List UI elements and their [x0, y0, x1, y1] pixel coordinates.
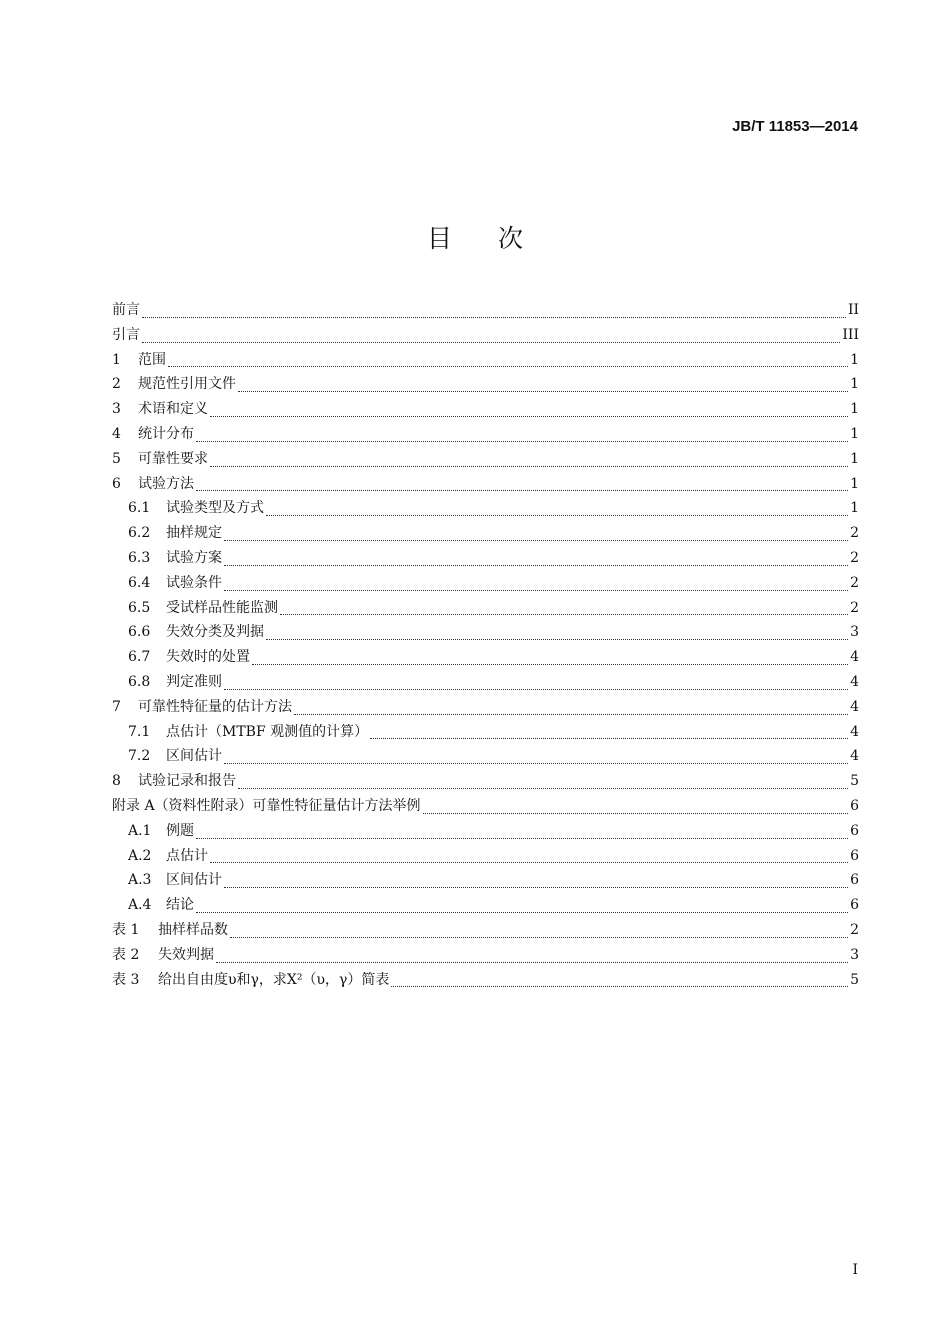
dot-leader	[280, 604, 848, 615]
toc-entry-label: 抽样规定	[166, 525, 222, 542]
toc-entry-page: 1	[850, 376, 859, 393]
page-title: 目次	[426, 224, 569, 253]
toc-entry-number: 6.2	[128, 525, 151, 542]
toc-entry-page: 6	[850, 872, 859, 889]
dot-leader	[224, 580, 848, 591]
toc-entry-label: 规范性引用文件	[138, 376, 236, 393]
dot-leader	[391, 976, 848, 987]
dot-leader	[423, 803, 849, 814]
document-code: JB/T 11853—2014	[732, 118, 858, 135]
toc-entry[interactable]	[112, 521, 859, 546]
dot-leader	[216, 952, 848, 963]
toc-entry-number: 6.4	[128, 574, 151, 591]
toc-entry-page: 6	[850, 897, 859, 914]
toc-entry-number: 6.3	[128, 549, 151, 566]
dot-leader	[210, 406, 848, 417]
toc-entry-number: A.1	[128, 822, 152, 839]
toc-entry[interactable]	[112, 819, 859, 844]
toc-entry[interactable]	[112, 645, 859, 670]
toc-entry-label: 可靠性要求	[138, 450, 208, 467]
toc-entry-label: 例题	[166, 822, 194, 839]
toc-entry-number: 表 1	[112, 921, 140, 938]
dot-leader	[294, 704, 848, 715]
toc-entry-number: 2	[112, 376, 121, 393]
toc-entry-label: 给出自由度υ和γ，求X²（υ，γ）简表	[158, 971, 390, 988]
toc-entry[interactable]	[112, 670, 859, 695]
toc-entry-label: 失效分类及判据	[166, 624, 264, 641]
dot-leader	[238, 778, 848, 789]
toc-entry-page: 4	[850, 748, 859, 765]
toc-entry-number: 6.6	[128, 624, 151, 641]
toc-entry[interactable]	[112, 868, 859, 893]
toc-entry-page: 2	[850, 599, 859, 616]
toc-entry-label: 引言	[112, 326, 140, 343]
toc-entry-page: 1	[850, 475, 859, 492]
toc-entry[interactable]	[112, 323, 859, 348]
toc-entry-page: 4	[850, 698, 859, 715]
toc-entry-page: 5	[850, 773, 859, 790]
toc-entry-number: 表 3	[112, 971, 140, 988]
dot-leader	[224, 679, 848, 690]
toc-entry-label: 抽样样品数	[158, 921, 228, 938]
toc-entry-page: 6	[850, 797, 859, 814]
toc-entry[interactable]	[112, 496, 859, 521]
toc-entry-page: 4	[850, 673, 859, 690]
toc-entry-page: II	[847, 302, 859, 318]
toc-entry[interactable]	[112, 918, 859, 943]
toc-entry[interactable]	[112, 844, 859, 869]
dot-leader	[224, 877, 848, 888]
toc-entry-page: 1	[850, 401, 859, 418]
toc-entry-page: 2	[850, 525, 859, 542]
toc-entry[interactable]	[112, 794, 859, 819]
dot-leader	[230, 927, 848, 938]
dot-leader	[196, 902, 848, 913]
dot-leader	[224, 530, 848, 541]
toc-entry[interactable]	[112, 571, 859, 596]
toc-entry-label: 可靠性特征量的估计方法	[138, 698, 292, 715]
toc-entry-label: 失效判据	[158, 946, 214, 963]
toc-entry[interactable]	[112, 596, 859, 621]
toc-entry-label: 失效时的处置	[166, 649, 250, 666]
toc-entry[interactable]	[112, 968, 859, 993]
toc-entry-number: A.2	[128, 847, 152, 864]
toc-entry-number: 6.1	[128, 500, 151, 517]
dot-leader	[266, 505, 848, 516]
toc-entry-page: 2	[850, 921, 859, 938]
toc-entry[interactable]	[112, 372, 859, 397]
toc-entry[interactable]	[112, 769, 859, 794]
toc-entry-page: 6	[850, 847, 859, 864]
toc-entry-page: 1	[850, 450, 859, 467]
toc-entry-page: 3	[850, 946, 859, 963]
toc-entry-label: 试验记录和报告	[138, 773, 236, 790]
toc-entry-number: 6.7	[128, 649, 151, 666]
table-of-contents	[112, 298, 859, 992]
toc-entry[interactable]	[112, 447, 859, 472]
toc-entry[interactable]	[112, 695, 859, 720]
dot-leader	[196, 431, 848, 442]
dot-leader	[370, 728, 848, 739]
toc-entry-label: 区间估计	[166, 748, 222, 765]
toc-entry-number: 7	[112, 698, 121, 715]
dot-leader	[210, 852, 848, 863]
toc-entry[interactable]	[112, 348, 859, 373]
dot-leader	[142, 332, 840, 343]
toc-entry-page: 1	[850, 425, 859, 442]
toc-entry[interactable]	[112, 298, 859, 323]
dot-leader	[168, 356, 848, 367]
toc-entry-page: 4	[850, 723, 859, 740]
dot-leader	[238, 381, 848, 392]
toc-entry-label: 判定准则	[166, 673, 222, 690]
toc-entry[interactable]	[112, 744, 859, 769]
toc-entry-page: 1	[850, 500, 859, 517]
toc-entry[interactable]	[112, 472, 859, 497]
toc-entry-number: 1	[112, 351, 121, 368]
dot-leader	[196, 480, 848, 491]
toc-entry-number: 6.8	[128, 673, 151, 690]
toc-entry[interactable]	[112, 720, 859, 745]
toc-entry[interactable]	[112, 943, 859, 968]
toc-entry-label: 试验方案	[166, 549, 222, 566]
toc-entry-page: 6	[850, 822, 859, 839]
toc-entry[interactable]	[112, 893, 859, 918]
toc-entry-number: 5	[112, 450, 121, 467]
toc-entry-page: III	[842, 326, 859, 343]
toc-entry-label: 试验方法	[138, 475, 194, 492]
toc-entry-number: 8	[112, 773, 121, 790]
toc-entry-label: 点估计	[166, 847, 208, 864]
toc-entry-label: 前言	[112, 302, 140, 318]
toc-entry-label: 试验条件	[166, 574, 222, 591]
toc-entry-number: A.3	[128, 872, 152, 889]
toc-entry-label: 点估计（MTBF 观测值的计算）	[166, 723, 369, 740]
dot-leader	[142, 307, 846, 318]
toc-entry-label: 统计分布	[138, 425, 194, 442]
dot-leader	[224, 555, 848, 566]
toc-entry[interactable]	[112, 546, 859, 571]
toc-entry-page: 1	[850, 351, 859, 368]
toc-entry-number: 6.5	[128, 599, 151, 616]
toc-entry-page: 5	[850, 971, 859, 988]
toc-entry-label: 试验类型及方式	[166, 500, 264, 517]
toc-entry-label: 附录 A（资料性附录）可靠性特征量估计方法举例	[112, 797, 421, 814]
toc-entry-page: 3	[850, 624, 859, 641]
toc-entry-number: 表 2	[112, 946, 140, 963]
toc-entry-label: 区间估计	[166, 872, 222, 889]
dot-leader	[224, 753, 848, 764]
toc-entry[interactable]	[112, 620, 859, 645]
toc-entry-number: 6	[112, 475, 121, 492]
dot-leader	[266, 629, 848, 640]
toc-entry-label: 结论	[166, 897, 194, 914]
toc-entry-page: 4	[850, 649, 859, 666]
toc-entry-number: 7.1	[128, 723, 151, 740]
toc-entry-page: 2	[850, 549, 859, 566]
toc-entry-number: 3	[112, 401, 121, 418]
dot-leader	[252, 654, 848, 665]
toc-entry-label: 范围	[138, 351, 166, 368]
dot-leader	[196, 828, 848, 839]
toc-entry-number: A.4	[128, 897, 152, 914]
toc-entry-number: 7.2	[128, 748, 151, 765]
toc-entry[interactable]	[112, 422, 859, 447]
toc-entry-page: 2	[850, 574, 859, 591]
toc-entry-number: 4	[112, 425, 121, 442]
toc-entry[interactable]	[112, 397, 859, 422]
page-number: I	[852, 1262, 858, 1278]
toc-entry-label: 受试样品性能监测	[166, 599, 278, 616]
dot-leader	[210, 456, 848, 467]
toc-entry-label: 术语和定义	[138, 401, 208, 418]
